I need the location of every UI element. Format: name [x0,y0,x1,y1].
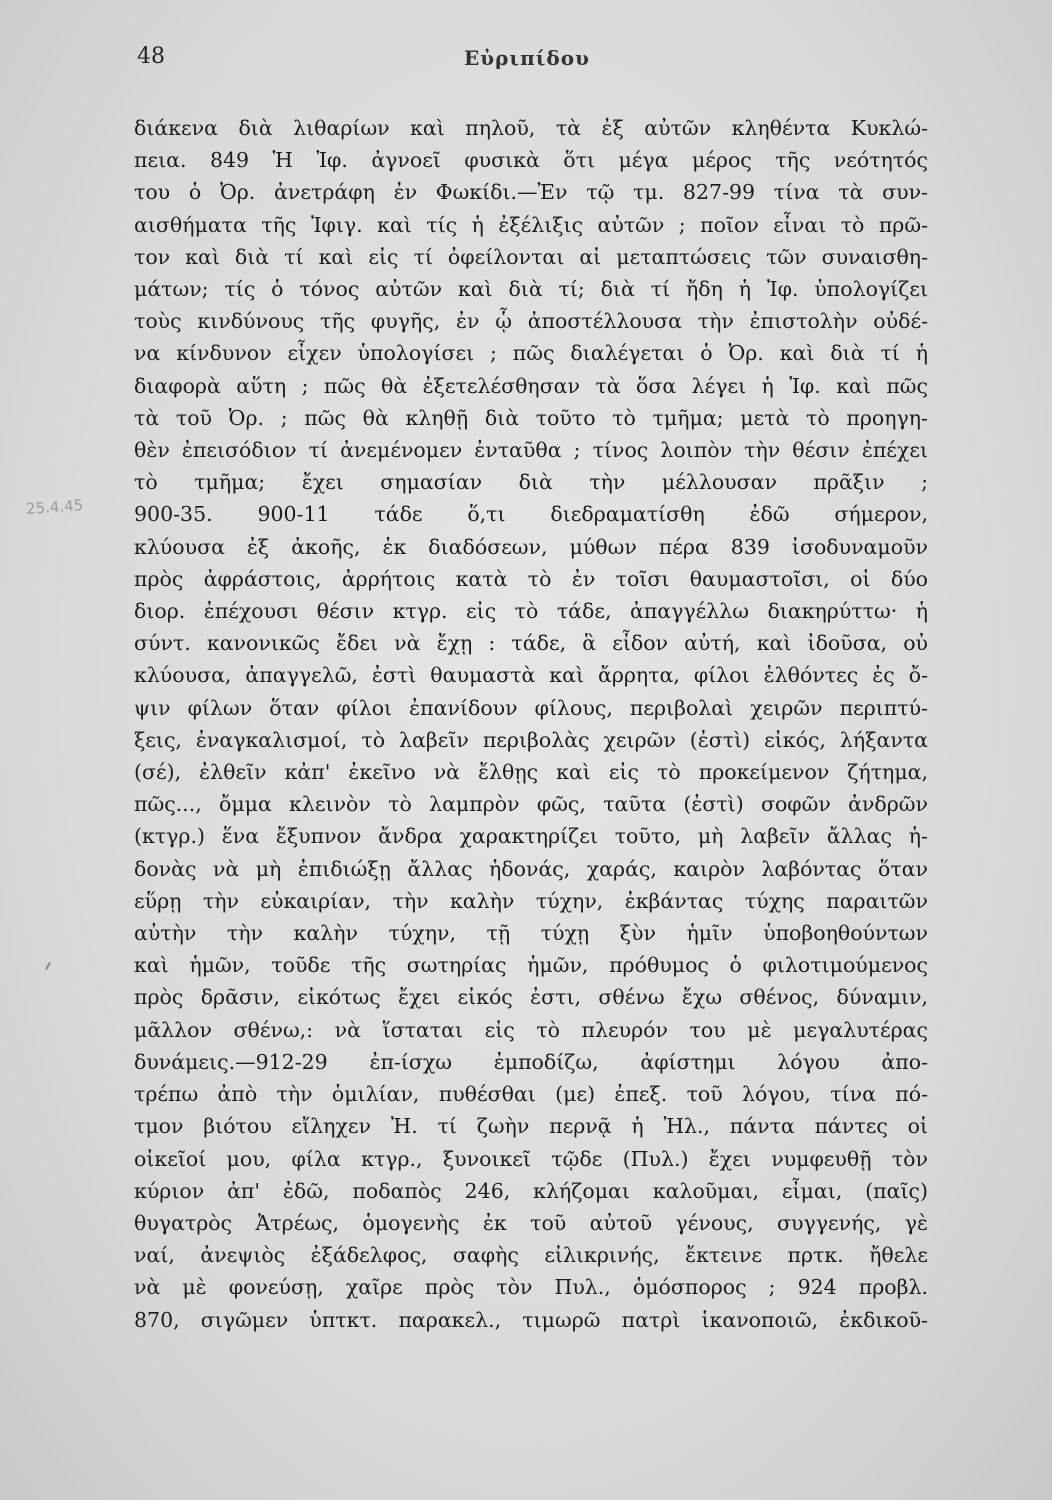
text-line: πεια. 849 Ἡ Ἰφ. ἀγνοεῖ φυσικὰ ὅτι μέγα μέρος τῆς νεότητός [134,148,928,173]
text-line: (σέ), ἐλθεῖν κἀπ' ἐκεῖνο νὰ ἔλθῃς καὶ εἰς τὸ προκείμενον ζήτημα, [134,760,928,785]
text-line: κύριον ἀπ' ἐδῶ, ποδαπὸς 246, κλήζομαι καλοῦμαι, εἶμαι, (παῖς) [134,1178,928,1203]
pencil-mark [45,962,51,970]
handwritten-margin-note: 25.4.45 [25,496,84,518]
text-line: πῶς..., ὄμμα κλεινὸν τὸ λαμπρὸν φῶς, ταῦτα (ἐστὶ) σοφῶν ἀνδρῶν [134,792,928,817]
text-line: εὕρῃ τὴν εὐκαιρίαν, τὴν καλὴν τύχην, ἐκβάντας τύχης παραιτῶν [134,888,928,913]
text-line: ψιν φίλων ὅταν φίλοι ἐπανίδουν φίλους, περιβολαὶ χειρῶν περιπτύ- [134,695,928,720]
text-line: 900-35. 900-11 τάδε ὅ,τι διεδραματίσθη ἐδῶ σήμερον, [134,502,928,527]
text-line: σύντ. κανονικῶς ἔδει νὰ ἔχῃ : τάδε, ἃ εἶδον αὐτή, καὶ ἰδοῦσα, οὐ [134,631,928,656]
text-line: ξεις, ἐναγκαλισμοί, τὸ λαβεῖν περιβολὰς χειρῶν (ἐστὶ) εἰκός, λήξαντα [134,727,928,752]
text-line: τοὺς κινδύνους τῆς φυγῆς, ἐν ᾧ ἀποστέλλουσα τὴν ἐπιστολὴν οὐδέ- [134,309,928,334]
text-line: τὸ τμῆμα; ἔχει σημασίαν διὰ τὴν μέλλουσαν πρᾶξιν ; [134,470,928,495]
text-line: διάκενα διὰ λιθαρίων καὶ πηλοῦ, τὰ ἐξ αὐτῶν κληθέντα Κυκλώ- [134,116,928,140]
text-line: του ὁ Ὀρ. ἀνετράφη ἐν Φωκίδι.—Ἐν τῷ τμ. 827-99 τίνα τὰ συν- [134,180,928,205]
text-line: 870, σιγῶμεν ὑπτκτ. παρακελ., τιμωρῶ πατρὶ ἱκανοποιῶ, ἐκδικοῦ- [134,1307,928,1332]
text-line: δονὰς νὰ μὴ ἐπιδιώξῃ ἄλλας ἡδονάς, χαράς, καιρὸν λαβόντας ὅταν [134,856,928,881]
text-line: καὶ ἡμῶν, τοῦδε τῆς σωτηρίας ἡμῶν, πρόθυμος ὁ φιλοτιμούμενος [134,953,928,978]
text-line: θὲν ἐπεισόδιον τί ἀνεμένομεν ἐνταῦθα ; τίνος λοιπὸν τὴν θέσιν ἐπέχει [134,438,928,463]
text-line: θυγατρὸς Ἀτρέως, ὁμογενὴς ἐκ τοῦ αὐτοῦ γένους, συγγενής, γὲ [134,1210,928,1235]
text-line: κλύουσα ἐξ ἀκοῆς, ἐκ διαδόσεων, μύθων πέρα 839 ἰσοδυναμοῦν [134,534,928,559]
commentary-text [134,112,928,1336]
text-line: οἰκεῖοί μου, φίλα κτγρ., ξυνοικεῖ τῷδε (Πυλ.) ἔχει νυμφευθῇ τὸν [134,1146,928,1171]
running-title: Εὐριπίδου [464,46,590,70]
text-line: να κίνδυνον εἶχεν ὑπολογίσει ; πῶς διαλέγεται ὁ Ὀρ. καὶ διὰ τί ἡ [134,341,928,366]
text-line: πρὸς ἀφράστοις, ἀρρήτοις κατὰ τὸ ἐν τοῖσι θαυμαστοῖσι, οἱ δύο [134,566,928,591]
text-line: τμον βιότου εἴληχεν Ἠ. τί ζωὴν περνᾷ ἡ Ἠλ., πάντα πάντες οἱ [134,1114,928,1139]
text-line: αισθήματα τῆς Ἰφιγ. καὶ τίς ἡ ἐξέλιξις αὐτῶν ; ποῖον εἶναι τὸ πρῶ- [134,212,928,237]
text-line: αὐτὴν τὴν καλὴν τύχην, τῇ τύχῃ ξὺν ἡμῖν ὑποβοηθούντων [134,921,928,946]
text-line: τὰ τοῦ Ὀρ. ; πῶς θὰ κληθῇ διὰ τοῦτο τὸ τμῆμα; μετὰ τὸ προηγη- [134,405,928,430]
text-line: μάτων; τίς ὁ τόνος αὐτῶν καὶ διὰ τί; διὰ τί ἤδη ἡ Ἰφ. ὑπολογίζει [134,277,928,302]
text-line: διαφορὰ αὕτη ; πῶς θὰ ἐξετελέσθησαν τὰ ὅσα λέγει ἡ Ἰφ. καὶ πῶς [134,373,928,398]
text-line: κλύουσα, ἀπαγγελῶ, ἐστὶ θαυμαστὰ καὶ ἄρρητα, φίλοι ἐλθόντες ἐς ὄ- [134,663,928,688]
text-line: τρέπω ἀπὸ τὴν ὁμιλίαν, πυθέσθαι (με) ἐπεξ. τοῦ λόγου, τίνα πό- [134,1082,928,1107]
page-number: 48 [137,44,165,69]
text-line: νὰ μὲ φονεύσῃ, χαῖρε πρὸς τὸν Πυλ., ὁμόσπορος ; 924 προβλ. [134,1275,928,1300]
text-line: δυνάμεις.—912-29 ἐπ-ίσχω ἐμποδίζω, ἀφίστημι λόγου ἀπο- [134,1049,928,1074]
text-line: (κτγρ.) ἕνα ἔξυπνον ἄνδρα χαρακτηρίζει τοῦτο, μὴ λαβεῖν ἄλλας ἡ- [134,824,928,849]
text-line: ναί, ἀνεψιὸς ἐξάδελφος, σαφὴς εἰλικρινής, ἔκτεινε πρτκ. ἤθελε [134,1243,928,1268]
text-line: πρὸς δρᾶσιν, εἰκότως ἔχει εἰκός ἐστι, σθένω ἔχω σθένος, δύναμιν, [134,985,928,1010]
text-line: διορ. ἐπέχουσι θέσιν κτγρ. εἰς τὸ τάδε, ἀπαγγέλλω διακηρύττω· ἡ [134,599,928,624]
text-line: τον καὶ διὰ τί καὶ εἰς τί ὀφείλονται αἱ μεταπτώσεις τῶν συναισθη- [134,244,928,269]
page-header [137,44,917,84]
text-line: μᾶλλον σθένω,: νὰ ἵσταται εἰς τὸ πλευρόν του μὲ μεγαλυτέρας [134,1017,928,1042]
